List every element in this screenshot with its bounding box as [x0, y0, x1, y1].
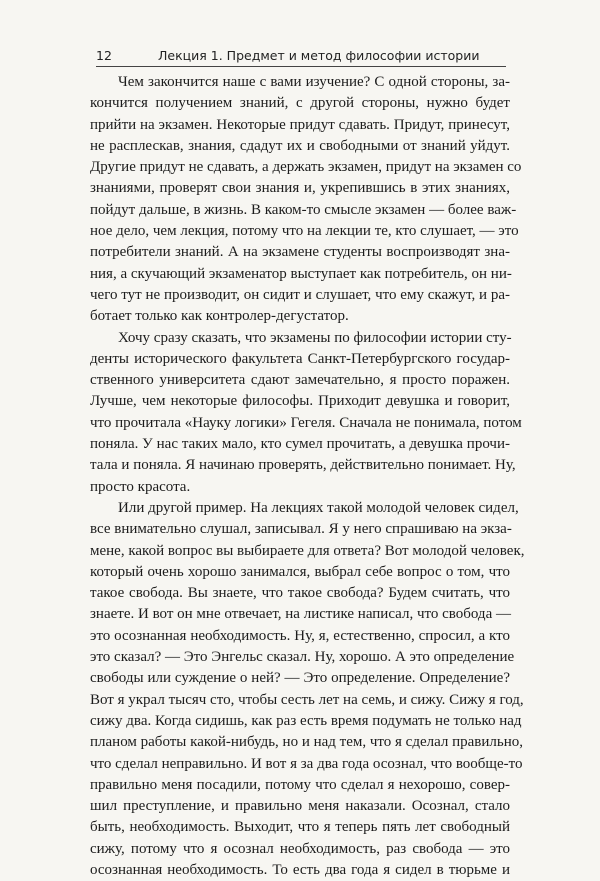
text-line: который очень хорошо занимался, выбрал себе вопрос о том, что: [90, 563, 510, 580]
text-line: быть, необходимость. Выходит, что я теперь пять лет свободный: [90, 819, 510, 836]
text-line: не расплескав, знания, сдадут их и свободными от знаний уйдут.: [90, 137, 510, 154]
text-line: свободы или суждение о ней? — Это определение. Определение?: [90, 670, 510, 687]
text-line: сижу два. Когда сидишь, как раз есть время подумать не только над: [90, 712, 522, 729]
text-line: просто красота.: [90, 478, 191, 495]
text-line: поняла. У нас таких мало, кто сумел прочитать, а девушка прочи-: [90, 436, 510, 453]
text-line: Лучше, чем некоторые философы. Приходит девушка и говорит,: [90, 393, 510, 410]
text-line: Или другой пример. На лекциях такой молодой человек сидел,: [118, 499, 519, 516]
text-line: прийти на экзамен. Некоторые придут сдавать. Придут, принесут,: [90, 116, 510, 133]
text-line: это осознанная необходимость. Ну, я, естественно, спросил, а кто: [90, 627, 510, 644]
text-line: планом работы какой-нибудь, но и над тем, что я сделал правильно,: [90, 734, 524, 751]
text-line: знаете. И вот он мне отвечает, на листике написал, что свобода —: [90, 606, 511, 623]
text-line: пойдут дальше, в жизнь. В каком-то смысле экзамен — более важ-: [90, 201, 517, 218]
text-line: правильно меня посадили, потому что сделал я нехорошо, совер-: [90, 776, 510, 793]
body-text: [90, 72, 525, 881]
running-header: [96, 40, 506, 67]
text-line: что сделал неправильно. И вот я за два года осознал, что вообще-то: [90, 755, 523, 772]
text-line: осознанная необходимость. То есть два года я сидел в тюрьме и: [90, 861, 510, 878]
text-line: шил преступление, и правильно меня наказали. Осознал, стало: [90, 798, 510, 815]
text-line: Чем закончится наше с вами изучение? С одной стороны, за-: [118, 74, 510, 90]
text-line: все внимательно слушал, записывал. Я у него спрашиваю на экза-: [90, 521, 512, 538]
text-line: Вот я украл тысяч сто, чтобы сесть лет на семь, и сижу. Сижу я год,: [90, 691, 524, 708]
text-line: кончится получением знаний, с другой стороны, нужно будет: [90, 95, 510, 112]
text-line: Другие придут не сдавать, а держать экзамен, придут на экзамен со: [90, 159, 522, 176]
text-line: Хочу сразу сказать, что экзамены по философии истории сту-: [118, 329, 512, 346]
text-line: ботает только как контролер-дегустатор.: [90, 308, 349, 325]
chapter-title: Лекция 1. Предмет и метод философии истории: [158, 48, 480, 63]
text-line: тала и поняла. Я начинаю проверять, действительно понимает. Ну,: [90, 457, 516, 474]
text-line: ное дело, чем лекция, потому что на лекции те, кто слушает, — это: [90, 223, 519, 240]
text-line: сижу, потому что я осознал необходимость, раз свобода — это: [90, 840, 510, 857]
text-line: ния, а скучающий экзаменатор выступает как потребитель, он ни-: [90, 265, 512, 282]
text-line: знаниями, проверят свои знания и, укрепившись в этих знаниях,: [90, 180, 510, 197]
text-line: что прочитала «Науку логики» Гегеля. Сначала не понимала, потом: [90, 414, 522, 431]
text-line: мене, какой вопрос вы выбираете для ответа? Вот молодой человек,: [90, 542, 525, 559]
text-line: это сказал? — Это Энгельс сказал. Ну, хорошо. А это определение: [90, 649, 515, 666]
text-line: чего тут не производит, он сидит и слушает, что ему скажут, и ра-: [90, 286, 510, 303]
text-line: такое свобода. Вы знаете, что такое свобода? Будем считать, что: [90, 585, 510, 602]
page-number: 12: [96, 48, 112, 63]
text-line: потребители знаний. А на экзамене студенты воспроизводят зна-: [90, 244, 510, 261]
text-line: ственного университета сдают замечательно, я просто поражен.: [90, 372, 510, 389]
text-line: денты исторического факультета Санкт-Петербургского государ-: [90, 350, 510, 367]
